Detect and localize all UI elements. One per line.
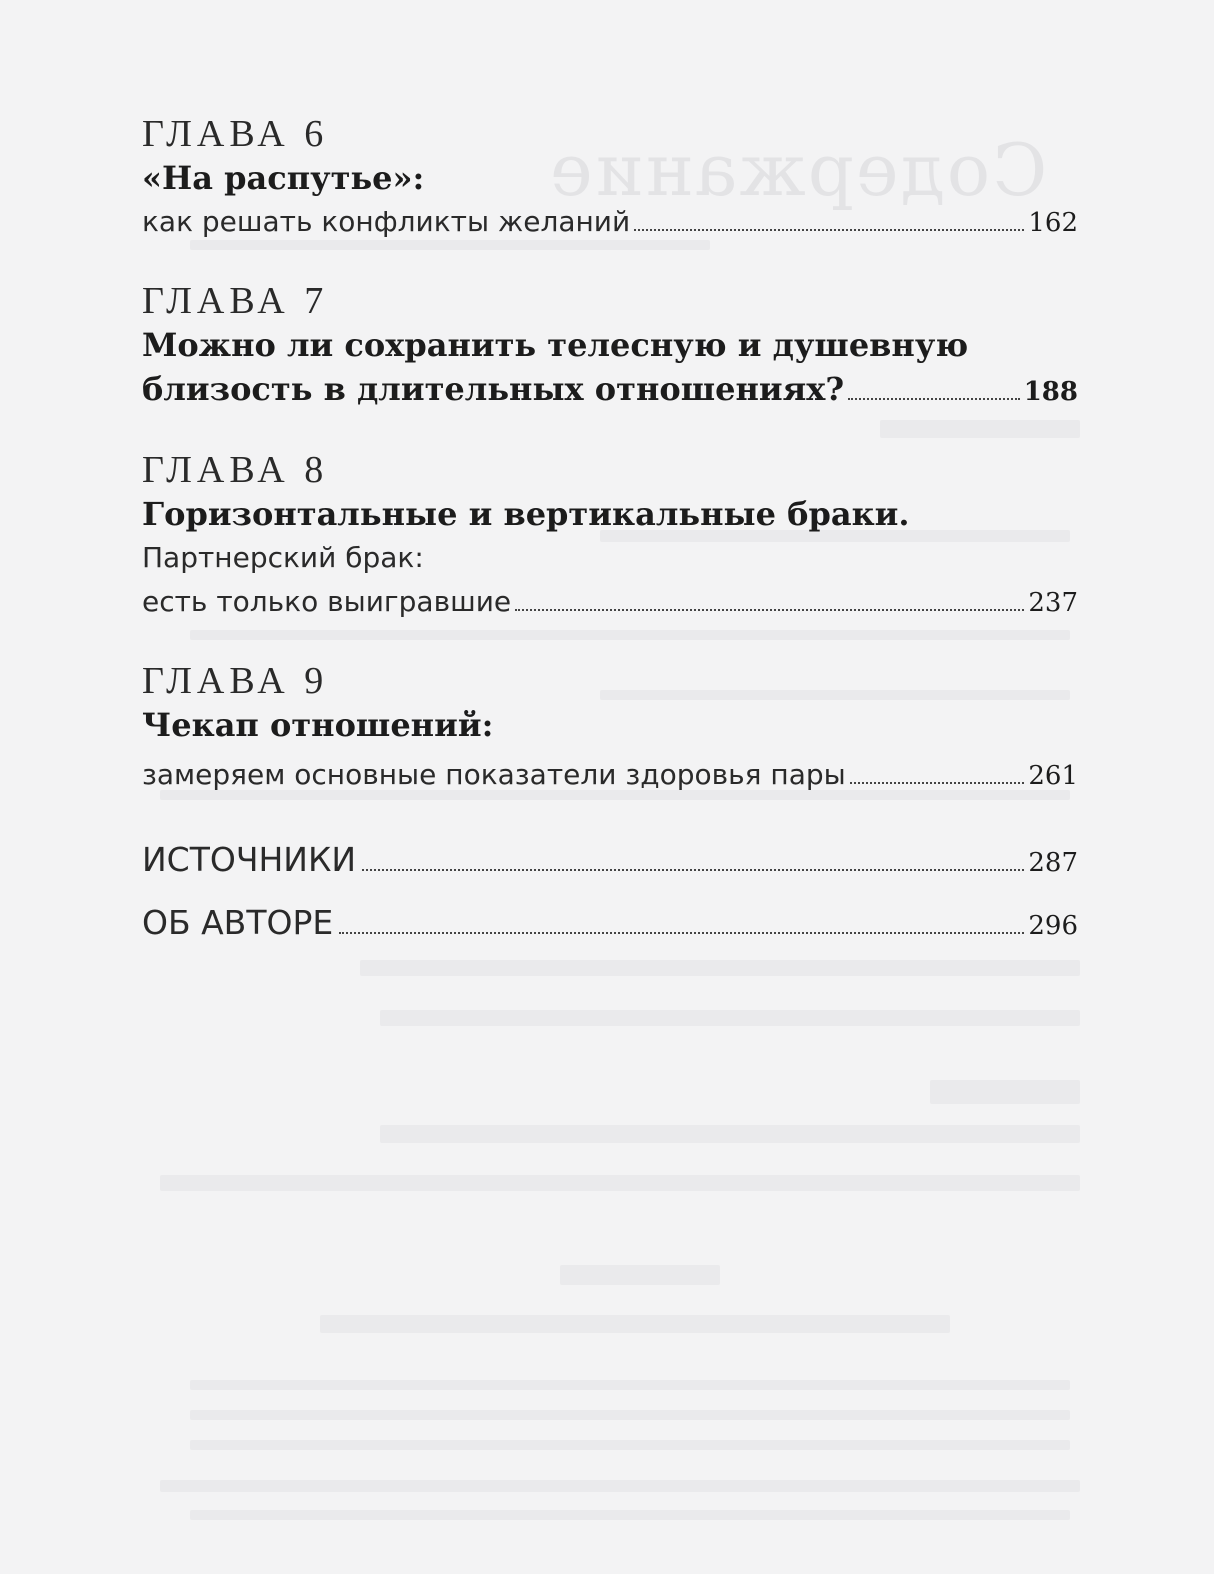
- bleed-through-line: [190, 1410, 1070, 1420]
- bleed-through-line: [160, 1480, 1080, 1492]
- about-author-label: ОБ АВТОРЕ: [142, 903, 334, 942]
- toc-line: [142, 753, 1078, 798]
- page-number: 188: [1023, 377, 1078, 407]
- bleed-through-line: [190, 1440, 1070, 1450]
- chapter-label: ГЛАВА 7: [142, 280, 329, 322]
- chapter-label: ГЛАВА 9: [142, 660, 329, 702]
- bleed-through-line: [190, 1510, 1070, 1520]
- table-of-contents: [142, 112, 1078, 964]
- chapter-title: Горизонтальные и вертикальные браки.: [142, 495, 910, 533]
- dot-leader: [634, 229, 1024, 231]
- page-number: 237: [1028, 588, 1078, 618]
- bleed-through-heading: Содержание: [548, 128, 1048, 212]
- chapter-label: ГЛАВА 8: [142, 449, 329, 491]
- chapter-title: Чекап отношений:: [142, 706, 494, 744]
- chapter-title-continued: близость в длительных отношениях?: [142, 370, 845, 408]
- page-number: 287: [1028, 848, 1078, 878]
- toc-entry-chapter-8: [142, 448, 1078, 625]
- bleed-through-line: [930, 1080, 1080, 1104]
- bleed-through-line: [190, 1380, 1070, 1390]
- toc-line: [142, 200, 1078, 245]
- page-number: 296: [1028, 911, 1078, 941]
- dot-leader: [339, 932, 1024, 934]
- chapter-subtitle-continued: есть только выигравшие: [142, 585, 512, 618]
- page-number: 261: [1028, 761, 1078, 791]
- chapter-subtitle: как решать конфликты желаний: [142, 205, 631, 238]
- dot-leader: [848, 398, 1020, 400]
- bleed-through-line: [320, 1315, 950, 1333]
- bleed-through-line: [560, 1265, 720, 1285]
- bleed-through-line: [380, 1125, 1080, 1143]
- bleed-through-line: [380, 1010, 1080, 1026]
- dot-leader: [850, 782, 1025, 784]
- sources-label: ИСТОЧНИКИ: [142, 840, 357, 879]
- toc-entry-chapter-7: [142, 279, 1078, 414]
- bleed-through-line: [160, 1175, 1080, 1191]
- chapter-subtitle: Партнерский брак:: [142, 541, 424, 574]
- chapter-label: ГЛАВА 6: [142, 113, 329, 155]
- toc-entry-about-author: [142, 901, 1078, 948]
- toc-entry-chapter-9: [142, 659, 1078, 798]
- page-number: 162: [1028, 208, 1078, 238]
- dot-leader: [515, 609, 1024, 611]
- toc-entry-sources: [142, 838, 1078, 885]
- chapter-title: Можно ли сохранить телесную и душевную: [142, 326, 969, 364]
- dot-leader: [362, 869, 1024, 871]
- toc-entry-chapter-6: [142, 112, 1078, 245]
- chapter-title: «На распутье»:: [142, 159, 425, 197]
- toc-line: [142, 580, 1078, 625]
- chapter-subtitle: замеряем основные показатели здоровья пары: [142, 758, 846, 791]
- toc-line: [142, 367, 1078, 414]
